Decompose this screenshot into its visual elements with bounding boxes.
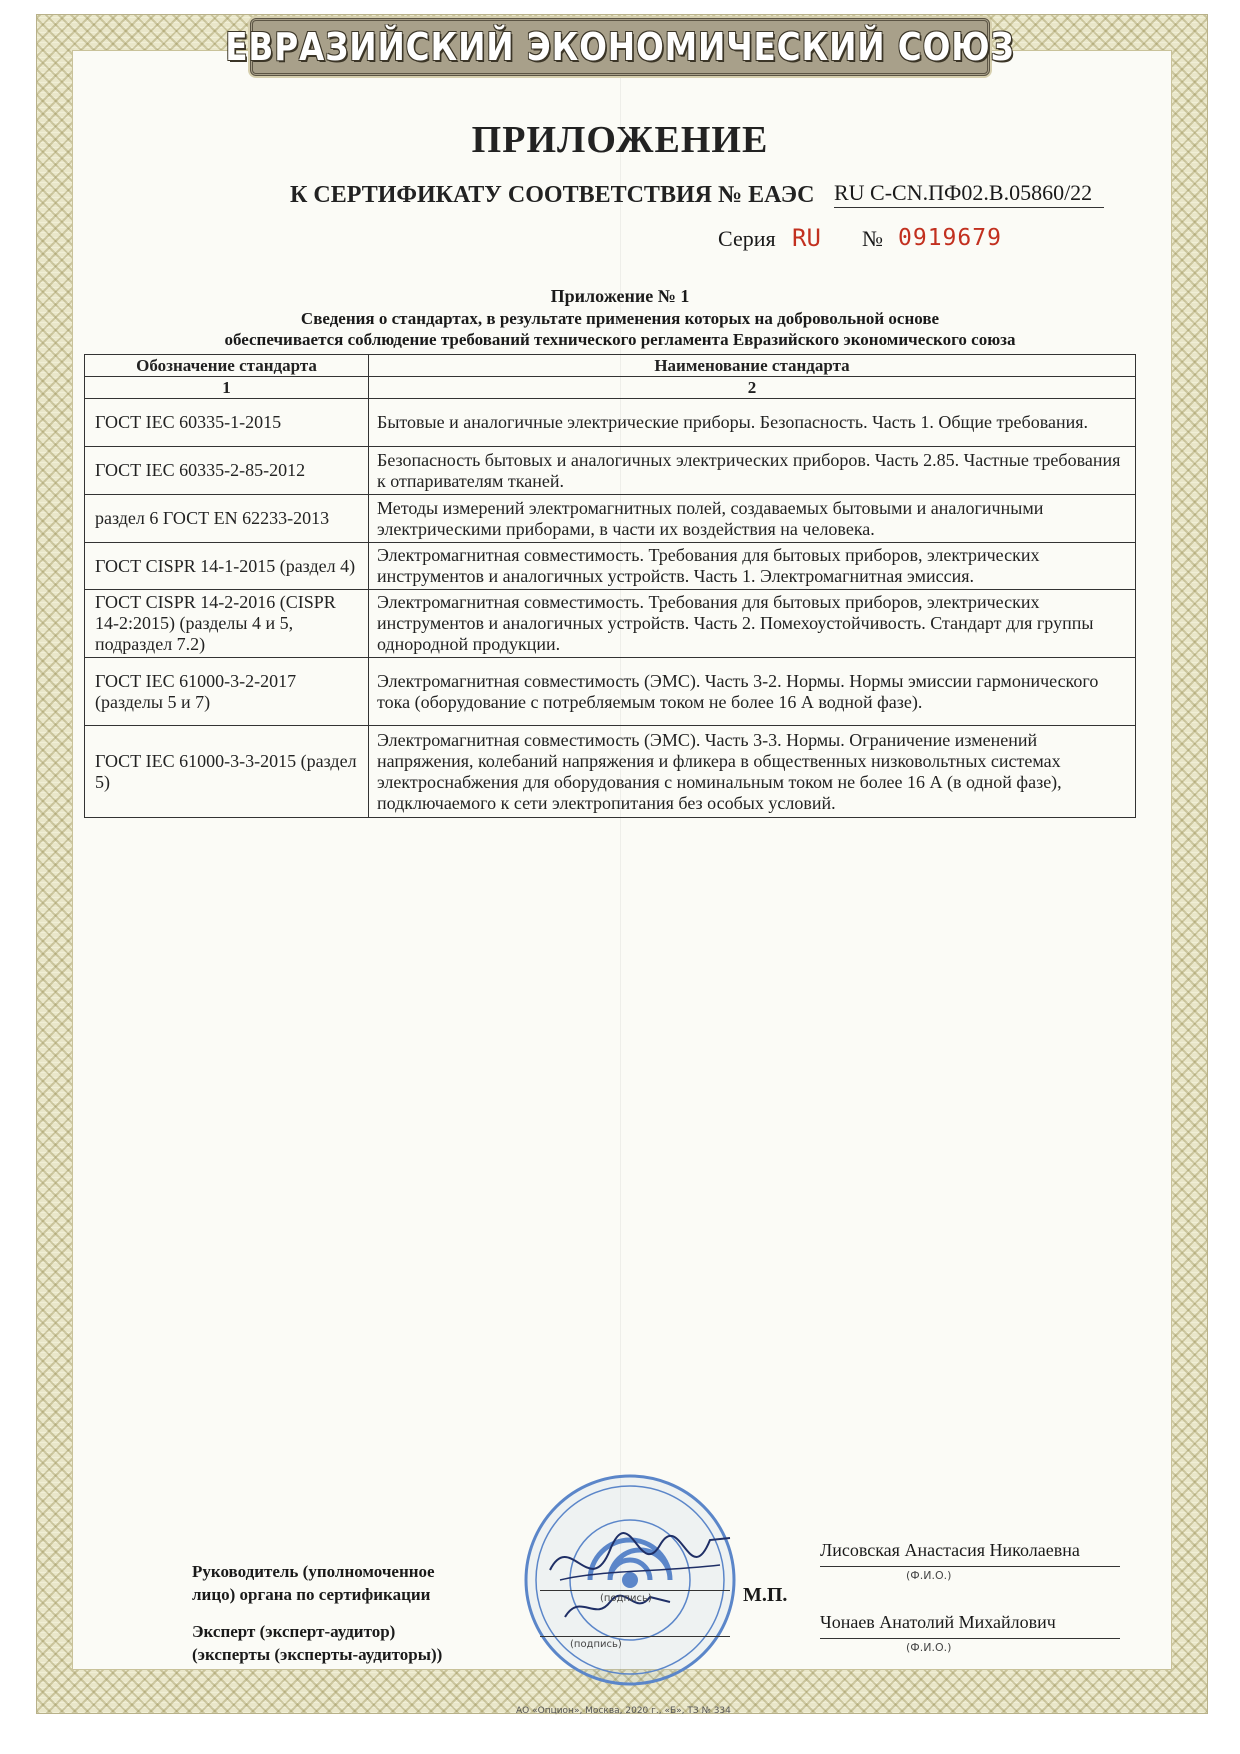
head-signature-caption: (подпись) — [600, 1593, 652, 1604]
union-banner-text: ЕВРАЗИЙСКИЙ ЭКОНОМИЧЕСКИЙ СОЮЗ — [225, 25, 1015, 69]
column-number-2: 2 — [369, 377, 1136, 399]
table-row — [85, 658, 1136, 726]
expert-signature-line — [540, 1636, 730, 1637]
column-number-1: 1 — [85, 377, 369, 399]
expert-name-line — [820, 1638, 1120, 1639]
standard-name: Электромагнитная совместимость. Требования для бытовых приборов, электрических инструментов и аналогичных устройств. Часть 1. Электромагнитная эмиссия. — [369, 543, 1136, 590]
standard-code: ГОСТ IEC 61000-3-2-2017 (разделы 5 и 7) — [85, 658, 369, 726]
standard-name: Бытовые и аналогичные электрические приборы. Безопасность. Часть 1. Общие требования. — [369, 399, 1136, 447]
expert-label-line-2: (эксперты (эксперты-аудиторы)) — [192, 1645, 443, 1664]
head-label-line-2: лицо) органа по сертификации — [192, 1585, 431, 1604]
expert-label — [192, 1620, 442, 1666]
series-label: Серия — [718, 226, 776, 251]
head-signature-line — [540, 1590, 730, 1591]
expert-name: Чонаев Анатолий Михайлович — [820, 1612, 1056, 1632]
column-number-row — [85, 377, 1136, 399]
standard-name: Электромагнитная совместимость. Требования для бытовых приборов, электрических инструментов и аналогичных устройств. Часть 2. Помехоустойчивость. Стандарт для группы однородной продукции. — [369, 590, 1136, 658]
standard-name: Электромагнитная совместимость (ЭМС). Часть 3-3. Нормы. Ограничение изменений напряжения, колебаний напряжения и фликера в общественных низковольтных системах электроснабжения для оборудования с номинальным током не более 16 А (в одной фазе), подключаемого к сети электропитания без особых условий. — [369, 726, 1136, 818]
appendix-subtitle-2: обеспечивается соблюдение требований технического регламента Евразийского экономического союза — [224, 330, 1016, 349]
head-name: Лисовская Анастасия Николаевна — [820, 1540, 1080, 1560]
head-fio-caption: (Ф.И.О.) — [906, 1569, 952, 1582]
header-code: Обозначение стандарта — [85, 355, 369, 377]
standard-name: Электромагнитная совместимость (ЭМС). Часть 3-2. Нормы. Нормы эмиссии гармонического тока (оборудование с потребляемым током не более 16 А водной фазе). — [369, 658, 1136, 726]
header-name: Наименование стандарта — [369, 355, 1136, 377]
table-row — [85, 447, 1136, 495]
document-title: ПРИЛОЖЕНИЕ — [471, 119, 769, 161]
table-row — [85, 399, 1136, 447]
head-label-line-1: Руководитель (уполномоченное — [192, 1562, 435, 1581]
appendix-subtitle-1: Сведения о стандартах, в результате применения которых на добровольной основе — [300, 309, 940, 328]
expert-signature-caption: (подпись) — [570, 1639, 622, 1650]
standard-code: ГОСТ CISPR 14-1-2015 (раздел 4) — [85, 543, 369, 590]
number-label: № — [862, 226, 883, 251]
head-label — [192, 1560, 435, 1606]
certificate-line: К СЕРТИФИКАТУ СООТВЕТСТВИЯ № ЕАЭС — [290, 182, 815, 208]
standard-code: ГОСТ IEC 61000-3-3-2015 (раздел 5) — [85, 726, 369, 818]
table-row — [85, 590, 1136, 658]
standards-table — [84, 354, 1136, 818]
series-value: RU — [792, 224, 821, 252]
standard-code: ГОСТ IEC 60335-1-2015 — [85, 399, 369, 447]
printer-imprint: АО «Опцион», Москва, 2020 г., «Б», ТЗ № 334 — [516, 1706, 731, 1716]
seal-place-label: М.П. — [743, 1584, 788, 1606]
form-number: 0919679 — [898, 225, 1002, 251]
certificate-number: RU C-CN.ПФ02.В.05860/22 — [834, 180, 1104, 208]
table-row — [85, 726, 1136, 818]
expert-fio-caption: (Ф.И.О.) — [906, 1641, 952, 1654]
standard-code: ГОСТ CISPR 14-2-2016 (CISPR 14-2:2015) (разделы 4 и 5, подраздел 7.2) — [85, 590, 369, 658]
table-header-row — [85, 355, 1136, 377]
union-banner — [225, 18, 1015, 76]
table-row — [85, 543, 1136, 590]
standard-name: Безопасность бытовых и аналогичных электрических приборов. Часть 2.85. Частные требования к отпаривателям тканей. — [369, 447, 1136, 495]
standard-code: раздел 6 ГОСТ EN 62233-2013 — [85, 495, 369, 543]
head-name-line — [820, 1566, 1120, 1567]
standard-code: ГОСТ IEC 60335-2-85-2012 — [85, 447, 369, 495]
table-row — [85, 495, 1136, 543]
expert-label-line-1: Эксперт (эксперт-аудитор) — [192, 1622, 396, 1641]
appendix-title: Приложение № 1 — [550, 286, 690, 306]
standard-name: Методы измерений электромагнитных полей, создаваемых бытовыми и аналогичными электрическими приборами, в части их воздействия на человека. — [369, 495, 1136, 543]
